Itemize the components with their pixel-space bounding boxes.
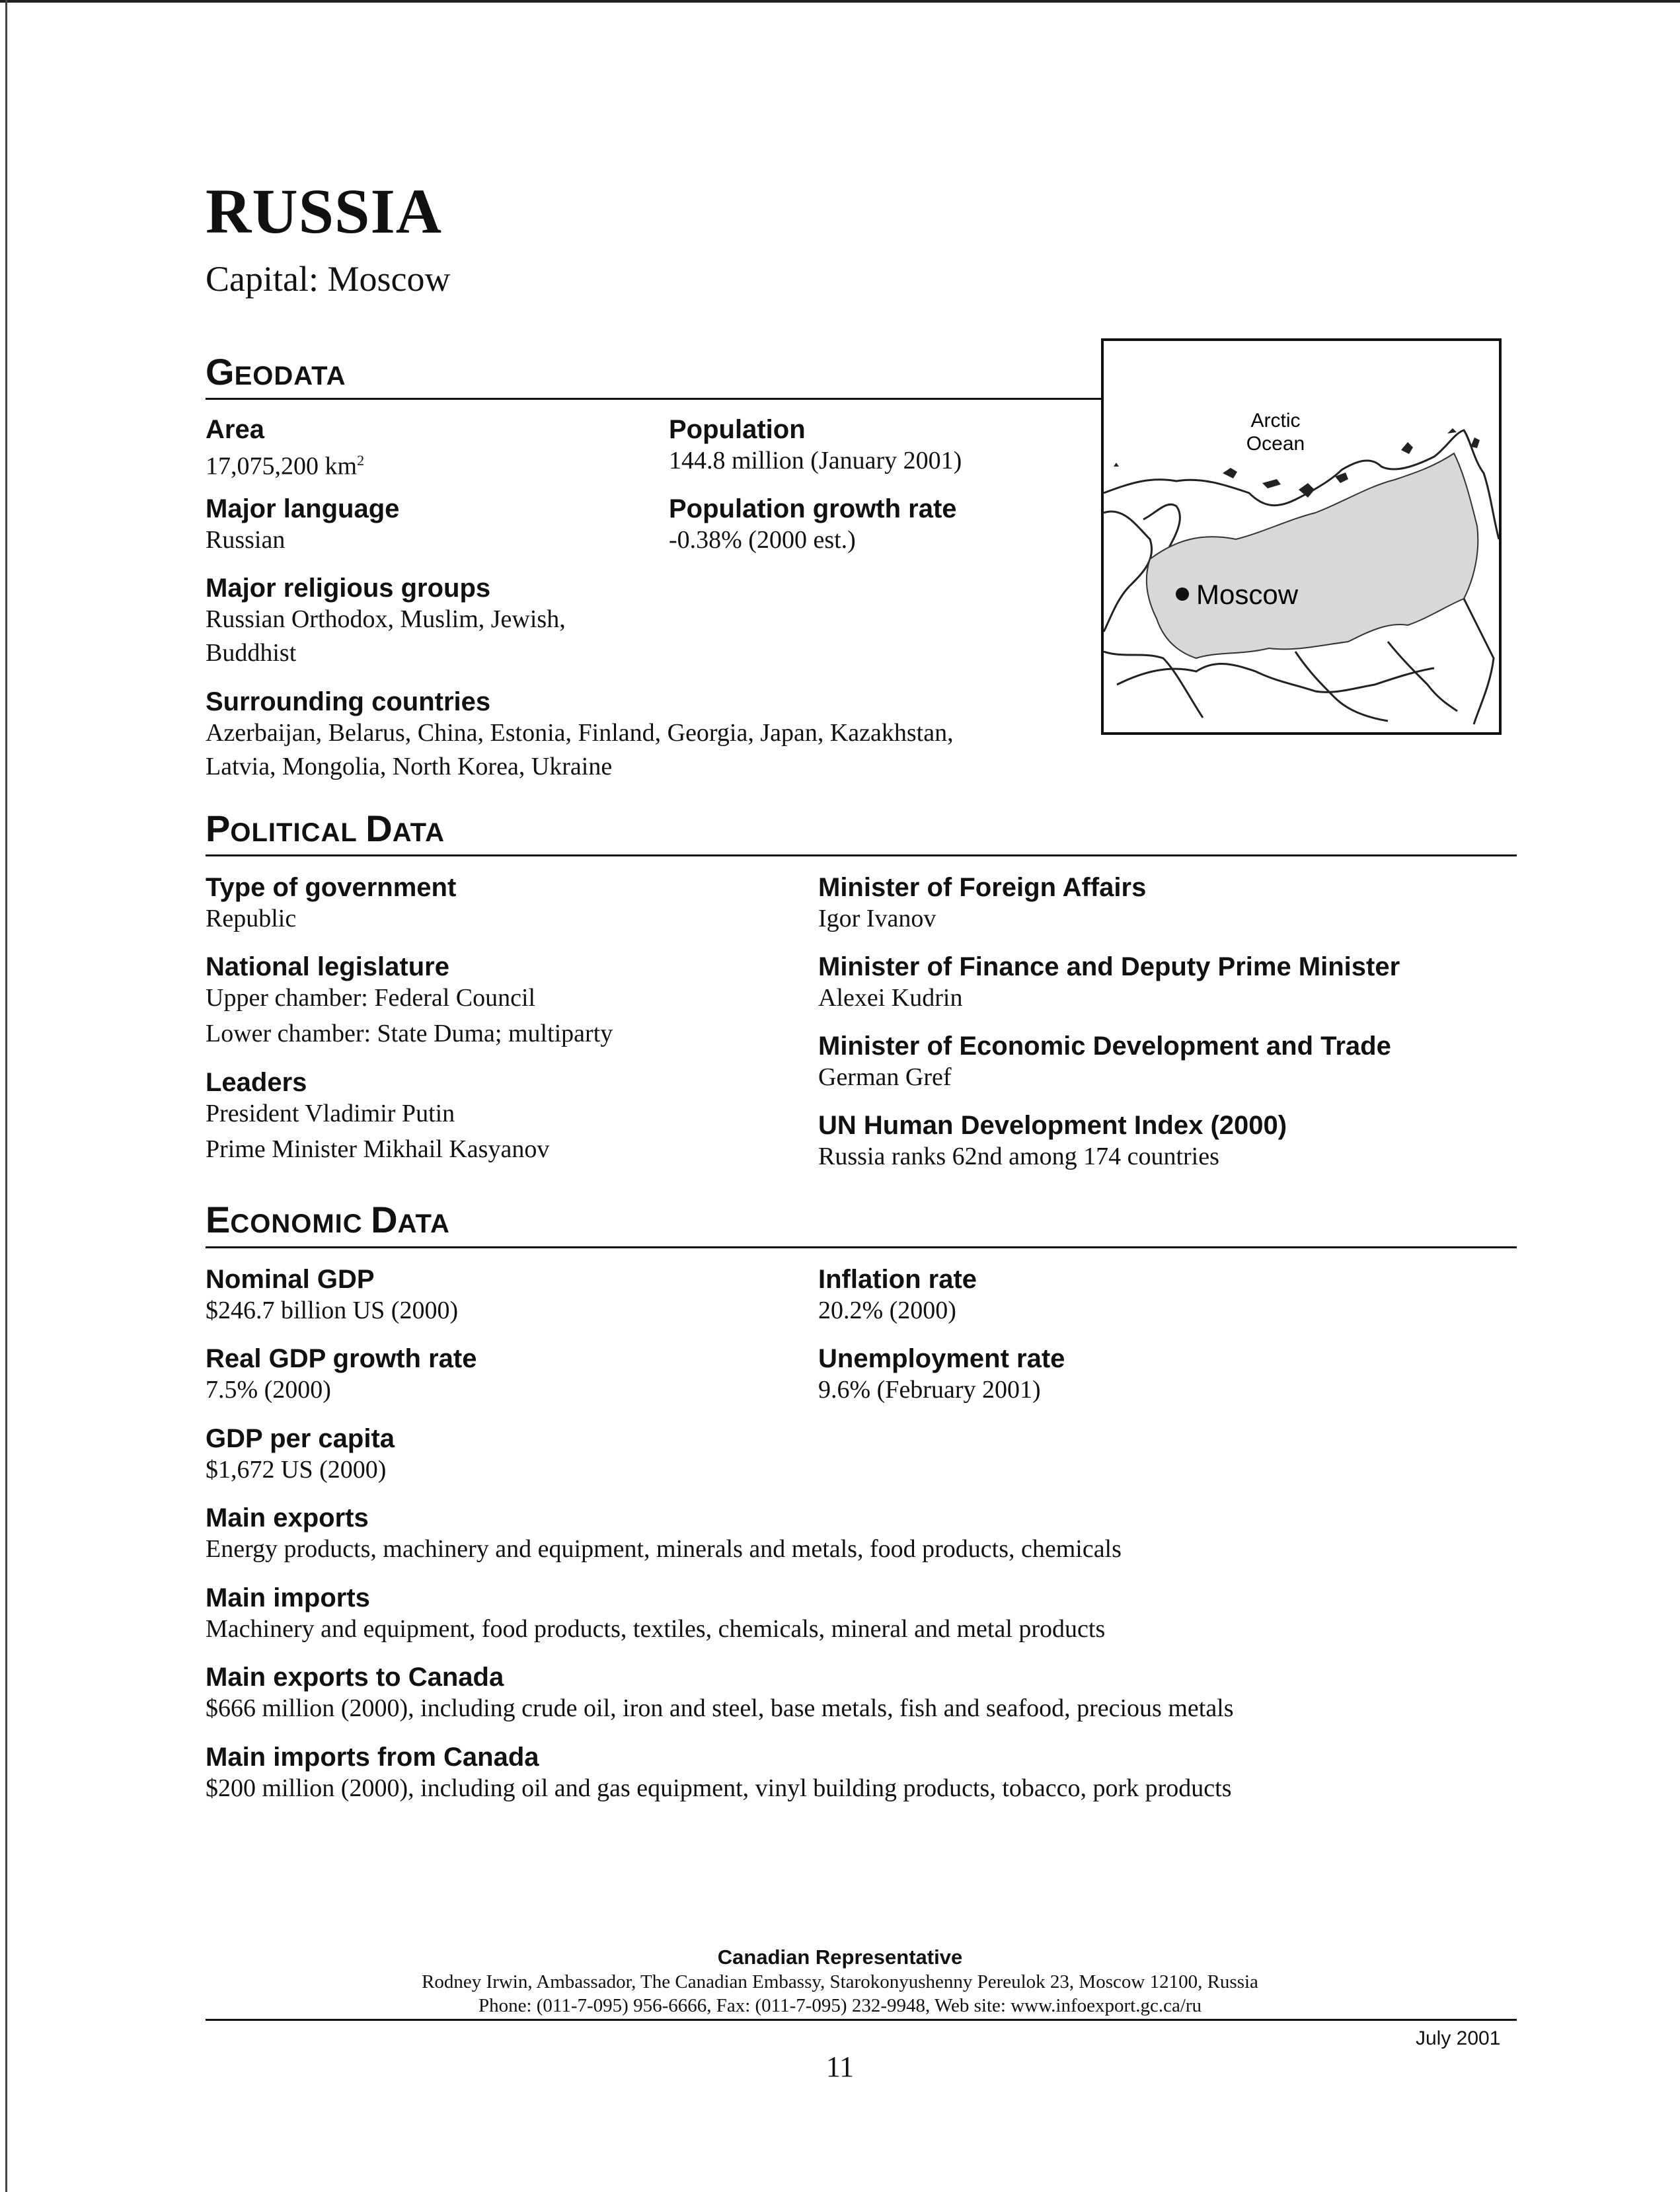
growth-label: Population growth rate: [669, 494, 957, 523]
legislature-line-1: Upper chamber: Federal Council: [206, 984, 536, 1012]
gdp-per-capita-value: $1,672 US (2000): [206, 1456, 387, 1484]
footer-rule: [206, 2019, 1517, 2021]
political-heading: POLITICAL DATA: [206, 808, 445, 849]
leaders-line-1: President Vladimir Putin: [206, 1100, 455, 1127]
geodata-rule: [206, 398, 1102, 400]
footer-rep-line-1: Rodney Irwin, Ambassador, The Canadian Embassy, Starokonyushenny Pereulok 23, Moscow 12100, Russia: [422, 1971, 1258, 1992]
gdp-growth-value: 7.5% (2000): [206, 1376, 331, 1404]
footer-rep-line-2: Phone: (011-7-095) 956-6666, Fax: (011-7-095) 232-9948, Web site: www.infoexport.gc.ca/ru: [478, 1995, 1202, 2016]
foreign-minister-label: Minister of Foreign Affairs: [818, 873, 1147, 902]
imports-canada-label: Main imports from Canada: [206, 1743, 539, 1772]
legislature-line-2: Lower chamber: State Duma; multiparty: [206, 1020, 613, 1047]
footer-rep-label: Canadian Representative: [717, 1946, 963, 1969]
finance-minister-value: Alexei Kudrin: [818, 984, 963, 1012]
hdi-value: Russia ranks 62nd among 174 countries: [818, 1143, 1219, 1170]
religion-line-2: Buddhist: [206, 639, 297, 667]
surrounding-line-1: Azerbaijan, Belarus, China, Estonia, Finland, Georgia, Japan, Kazakhstan,: [206, 719, 954, 747]
exports-canada-value: $666 million (2000), including crude oil, iron and steel, base metals, fish and seafood, precious metals: [206, 1694, 1234, 1722]
russia-map: [1101, 338, 1502, 735]
exports-canada-label: Main exports to Canada: [206, 1663, 504, 1692]
map-ocean-label-1: Arctic: [1250, 410, 1301, 432]
surrounding-label: Surrounding countries: [206, 687, 491, 716]
inflation-value: 20.2% (2000): [818, 1297, 956, 1324]
growth-value: -0.38% (2000 est.): [669, 526, 856, 554]
population-label: Population: [669, 415, 806, 444]
geodata-heading: GEODATA: [206, 351, 346, 393]
footer-date: July 2001: [1416, 2027, 1501, 2049]
language-value: Russian: [206, 526, 286, 554]
religion-line-1: Russian Orthodox, Muslim, Jewish,: [206, 605, 566, 633]
map-ocean-label-2: Ocean: [1246, 433, 1305, 455]
imports-canada-value: $200 million (2000), including oil and gas equipment, vinyl building products, tobacco, pork products: [206, 1774, 1232, 1802]
foreign-minister-value: Igor Ivanov: [818, 905, 936, 932]
country-title: RUSSIA: [206, 176, 443, 246]
econdev-minister-value: German Gref: [818, 1063, 952, 1091]
scan-left-edge: [5, 0, 7, 2192]
econdev-minister-label: Minister of Economic Development and Trade: [818, 1032, 1391, 1061]
finance-minister-label: Minister of Finance and Deputy Prime Minister: [818, 952, 1400, 981]
main-imports-value: Machinery and equipment, food products, textiles, chemicals, mineral and metal products: [206, 1615, 1106, 1643]
main-exports-label: Main exports: [206, 1503, 369, 1532]
main-exports-value: Energy products, machinery and equipment, minerals and metals, food products, chemicals: [206, 1535, 1122, 1563]
page-number: 11: [825, 2051, 855, 2083]
surrounding-line-2: Latvia, Mongolia, North Korea, Ukraine: [206, 753, 613, 780]
hdi-label: UN Human Development Index (2000): [818, 1111, 1287, 1140]
scan-top-edge: [0, 0, 1680, 3]
gdp-growth-label: Real GDP growth rate: [206, 1344, 477, 1373]
area-label: Area: [206, 415, 264, 444]
economic-rule: [206, 1246, 1517, 1248]
nominal-gdp-value: $246.7 billion US (2000): [206, 1297, 459, 1324]
area-value: 17,075,200 $km^2$: [206, 452, 365, 480]
map-moscow-label: Moscow: [1196, 579, 1299, 610]
language-label: Major language: [206, 494, 400, 523]
political-rule: [206, 854, 1517, 856]
economic-heading: ECONOMIC DATA: [206, 1199, 450, 1240]
gdp-per-capita-label: GDP per capita: [206, 1424, 395, 1453]
religion-label: Major religious groups: [206, 574, 491, 603]
leaders-label: Leaders: [206, 1068, 307, 1097]
moscow-dot: [1176, 587, 1189, 601]
capital-subtitle: Capital: Moscow: [206, 259, 451, 299]
unemployment-label: Unemployment rate: [818, 1344, 1065, 1373]
inflation-label: Inflation rate: [818, 1265, 977, 1294]
government-value: Republic: [206, 905, 297, 932]
nominal-gdp-label: Nominal GDP: [206, 1265, 375, 1294]
leaders-line-2: Prime Minister Mikhail Kasyanov: [206, 1135, 550, 1163]
population-value: 144.8 million (January 2001): [669, 447, 962, 474]
government-label: Type of government: [206, 873, 457, 902]
main-imports-label: Main imports: [206, 1583, 370, 1612]
unemployment-value: 9.6% (February 2001): [818, 1376, 1041, 1404]
russia-map-svg: [1104, 341, 1499, 732]
legislature-label: National legislature: [206, 952, 449, 981]
